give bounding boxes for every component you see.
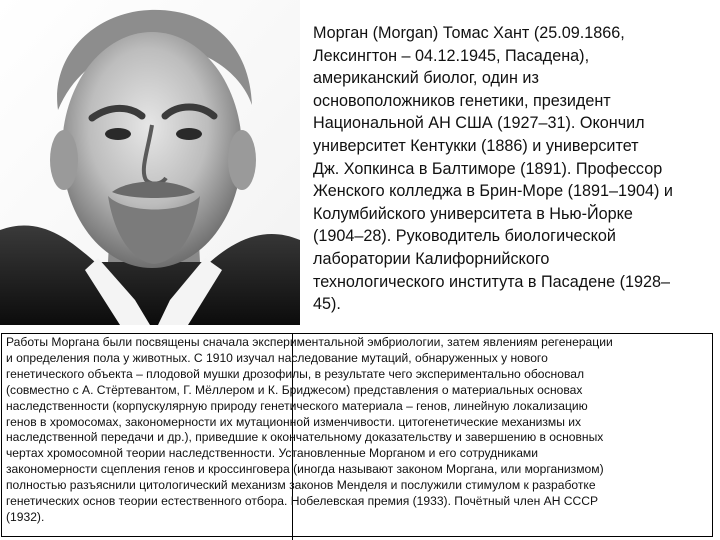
summary-line: генетических основ теории естественного отбора. Нобелевская премия (1933). Почётный член АН СССР — [6, 494, 599, 509]
summary-line: наследственной передачи и др.), приведшие к окончательному доказательству и завершению в основных — [6, 430, 604, 445]
bio-line: (1904–28). Руководитель биологической — [313, 227, 616, 246]
bio-line: Морган (Morgan) Томас Хант (25.09.1866, — [313, 24, 625, 42]
bio-line: университет Кентукки (1886) и университет — [313, 136, 639, 155]
summary-line: полностью разъяснили цитологический механизм законов Менделя и послужили стимулом к разработке — [6, 478, 596, 493]
research-summary-box — [1, 333, 713, 537]
bio-line: технологического института в Пасадене (1928– — [313, 272, 671, 291]
summary-line: и определения пола у животных. С 1910 изучал наследование мутаций, обнаруженных у нового — [6, 350, 548, 365]
summary-line: закономерности сцепления генов и кроссинговера (иногда называют законом Моргана, или морганизмом) — [6, 462, 604, 477]
bio-line: Национальной АН США (1927–31). Окончил — [313, 114, 645, 133]
bio-line: лаборатории Калифорнийского — [313, 249, 550, 268]
summary-line: Работы Моргана были посвящены сначала экспериментальной эмбриологии, затем явлениям регенерации — [6, 335, 613, 349]
summary-line: генетического объекта – плодовой мушки дрозофилы, в результате чего экспериментально обосновал — [6, 366, 585, 381]
bio-line: основоположников генетики, президент — [313, 91, 611, 110]
bio-line: Женского колледжа в Брин-Море (1891–1904) и — [313, 182, 673, 201]
bio-line: американский биолог, один из — [313, 69, 539, 88]
biography-paragraph — [313, 22, 713, 316]
summary-line: (1932). — [6, 509, 45, 524]
summary-line: (совместно с А. Стёртевантом, Г. Мёллером и К. Бриджесом) представления о материальных основах — [6, 382, 583, 397]
summary-line: генов в хромосомах, закономерности их мутационной изменчивости. цитогенетические механизмы их — [6, 414, 582, 429]
bio-line: Колумбийского университета в Нью-Йорке — [313, 204, 633, 223]
bio-line: Лексингтон – 04.12.1945, Пасадена), — [313, 46, 590, 65]
summary-line: чертах хромосомной теории наследственности. Установленные Морганом и его сотрудниками — [6, 446, 538, 461]
portrait-photo — [0, 0, 300, 325]
summary-line: наследственности (корпускулярную природу генетического материала – генов, линейную локализацию — [6, 398, 588, 413]
bio-line: 45). — [313, 295, 341, 314]
bio-line: Дж. Хопкинса в Балтиморе (1891). Профессор — [313, 159, 663, 178]
